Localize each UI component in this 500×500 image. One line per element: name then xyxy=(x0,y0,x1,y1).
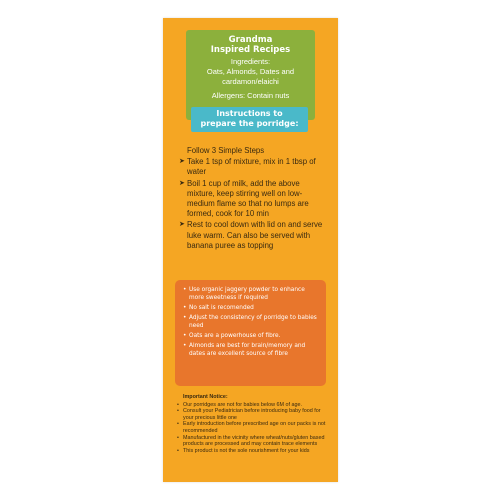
tip-item xyxy=(183,286,320,302)
arrow-bullet-icon: ➤ xyxy=(179,158,185,166)
dot-bullet-icon: • xyxy=(177,401,179,408)
step-text: Boil 1 cup of milk, add the above mixture, keep stirring well on low-medium flame so that no lumps are formed, cook for 10 min xyxy=(187,178,309,219)
notice-item xyxy=(177,435,327,448)
recipe-title xyxy=(186,35,315,55)
dot-bullet-icon: • xyxy=(183,315,187,321)
notice-text: Consult your Pediatrician before introducing baby food for your precious little one xyxy=(183,408,321,421)
tip-item xyxy=(183,332,320,340)
notice-item xyxy=(177,408,327,421)
notice-item xyxy=(177,402,327,409)
dot-bullet-icon: • xyxy=(177,408,179,415)
step-text: Rest to cool down with lid on and serve luke warm. Can also be served with banana puree as topping xyxy=(187,220,323,250)
notice-item xyxy=(177,448,327,455)
step-text: Take 1 tsp of mixture, mix in 1 tbsp of water xyxy=(187,157,316,177)
package-side-panel xyxy=(163,18,338,482)
recipe-title-line2: Inspired Recipes xyxy=(210,45,291,55)
tip-item xyxy=(183,314,320,330)
tip-text: Use organic jaggery powder to enhance more sweetness if required xyxy=(189,287,305,301)
steps-intro: Follow 3 Simple Steps xyxy=(187,146,265,155)
arrow-bullet-icon: ➤ xyxy=(179,179,185,187)
tips-box xyxy=(175,280,326,386)
recipe-title-line1: Grandma xyxy=(228,35,273,45)
ingredients-label: Ingredients: xyxy=(230,57,271,66)
dot-bullet-icon: • xyxy=(183,333,187,339)
instructions-banner-line1: Instructions to xyxy=(216,109,283,118)
notice-item xyxy=(177,421,327,434)
tip-item xyxy=(183,342,320,358)
instructions-banner-line2: prepare the porridge: xyxy=(200,119,299,128)
tip-text: Oats are a powerhouse of fibre. xyxy=(189,333,281,339)
step-item xyxy=(179,220,329,251)
dot-bullet-icon: • xyxy=(177,434,179,441)
ingredients-line1: Oats, Almonds, Dates and xyxy=(206,67,295,76)
tip-text: Almonds are best for brain/memory and dates are excellent source of fibre xyxy=(189,343,306,357)
instruction-steps xyxy=(179,146,329,252)
notice-text: Our porridges are not for babies below 6M of age. xyxy=(183,401,302,408)
dot-bullet-icon: • xyxy=(177,447,179,454)
step-item xyxy=(179,179,329,220)
tip-text: No salt is recomended xyxy=(189,305,254,311)
tip-item xyxy=(183,304,320,312)
dot-bullet-icon: • xyxy=(183,343,187,349)
notice-text: This product is not the sole nourishment for your kids xyxy=(183,447,310,454)
step-item xyxy=(179,157,329,177)
dot-bullet-icon: • xyxy=(183,287,187,293)
ingredients-line2: cardamon/elaichi xyxy=(222,77,279,86)
notice-text: Early introduction before prescribed age on our packs is not recommended xyxy=(183,421,326,434)
instructions-banner xyxy=(191,107,308,132)
dot-bullet-icon: • xyxy=(177,421,179,428)
notice-text: Manufactured in the vicinity where wheat/nuts/gluten based products are processed and may contain trace elements xyxy=(183,434,325,448)
arrow-bullet-icon: ➤ xyxy=(179,221,185,229)
important-notice xyxy=(177,394,327,454)
allergens-text: Allergens: Contain nuts xyxy=(211,91,290,100)
tip-text: Adjust the consistency of porridge to babies need xyxy=(189,315,317,329)
notice-title: Important Notice: xyxy=(183,394,228,400)
dot-bullet-icon: • xyxy=(183,305,187,311)
